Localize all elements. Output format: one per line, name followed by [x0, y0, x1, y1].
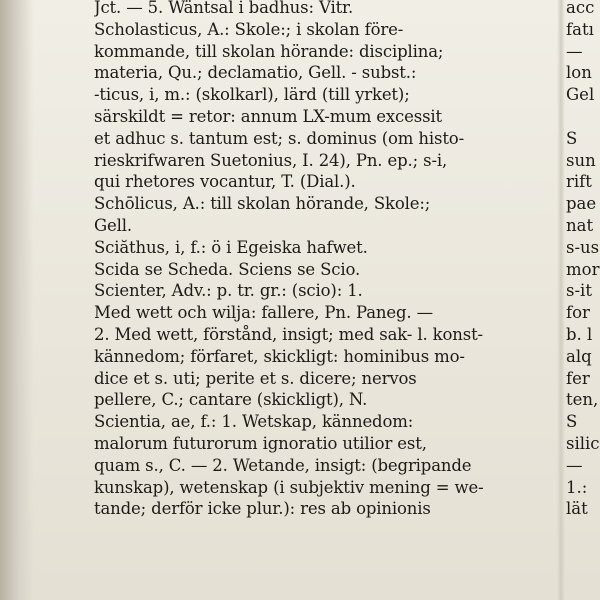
entry-scholicus: Schōlicus, A.: till skolan hörande, Skole:;	[94, 194, 431, 214]
column-gutter	[557, 0, 565, 600]
text-line: et adhuc s. tantum est; s. dominus (om histo-	[94, 128, 465, 148]
text-line: tande; derför icke plur.): res ab opinionis	[94, 499, 431, 519]
text-line: -ticus, i, m.: (skolkarl), lärd (till yrket);	[94, 85, 410, 105]
text-line: pellere, C.; cantare (skickligt), N.	[94, 390, 368, 410]
fragment-line: s-us	[566, 237, 600, 257]
entry-scientia: Scientia, ae, f.: 1. Wetskap, kännedom:	[94, 412, 414, 432]
fragment-line: acc	[566, 0, 595, 17]
text-line: kännedom; förfaret, skickligt: hominibus mo-	[94, 346, 465, 366]
entry-scienter: Scienter, Adv.: p. tr. gr.: (scio): 1.	[94, 281, 363, 301]
fragment-line: lät	[566, 499, 588, 519]
text-line: Gell.	[94, 215, 132, 235]
fragment-line: Gel	[566, 85, 595, 105]
fragment-line: 1.:	[566, 477, 588, 497]
fragment-line: for	[566, 303, 590, 323]
text-line: kommande, till skolan hörande: disciplina;	[94, 41, 444, 61]
text-line: rieskrifwaren Suetonius, I. 24), Pn. ep.; s-i,	[94, 150, 448, 170]
fragment-line: S	[566, 128, 578, 148]
fragment-line: mor	[566, 259, 600, 279]
text-line: särskildt = retor: annum LX-mum excessit	[94, 106, 443, 126]
fragment-line: b. l	[566, 324, 593, 344]
fragment-line: pae	[566, 194, 597, 214]
fragment-line: ten,	[566, 390, 599, 410]
page-edge-shadow	[0, 0, 34, 600]
fragment-line: S	[566, 412, 578, 432]
text-line: kunskap), wetenskap (i subjektiv mening = we-	[94, 477, 484, 497]
text-line: quam s., C. — 2. Wetande, insigt: (begripande	[94, 455, 472, 475]
fragment-line: —	[566, 455, 583, 475]
text-line: materia, Qu.; declamatio, Gell. - subst.:	[94, 63, 417, 83]
text-line: dice et s. uti; perite et s. dicere; nervos	[94, 368, 417, 388]
entry-scholasticus: Scholasticus, A.: Skole:; i skolan före-	[94, 19, 404, 39]
text-line: qui rhetores vocantur, T. (Dial.).	[94, 172, 356, 192]
fragment-line: s-it	[566, 281, 592, 301]
fragment-line: nat	[566, 215, 594, 235]
fragment-line: silic	[566, 433, 600, 453]
text-line: malorum futurorum ignoratio utilior est,	[94, 433, 427, 453]
fragment-line: alq	[566, 346, 592, 366]
fragment-line	[566, 106, 600, 128]
fragment-line: —	[566, 41, 583, 61]
fragment-line: rift	[566, 172, 592, 192]
main-column	[94, 0, 552, 520]
entry-sciathus: Sciăthus, i, f.: ö i Egeiska hafwet.	[94, 237, 368, 257]
text-line: Jct. — 5. Wäntsal i badhus: Vitr.	[94, 0, 354, 17]
fragment-line: fatı	[566, 19, 594, 39]
text-line: Med wett och wilja: fallere, Pn. Paneg. —	[94, 303, 433, 323]
fragment-line: fer	[566, 368, 590, 388]
fragment-line: lon	[566, 63, 592, 83]
fragment-line: sun	[566, 150, 596, 170]
text-line: 2. Med wett, förstånd, insigt; med sak- l. konst-	[94, 324, 483, 344]
adjacent-column-fragment	[566, 0, 600, 520]
entry-scida: Scida se Scheda. Sciens se Scio.	[94, 259, 361, 279]
